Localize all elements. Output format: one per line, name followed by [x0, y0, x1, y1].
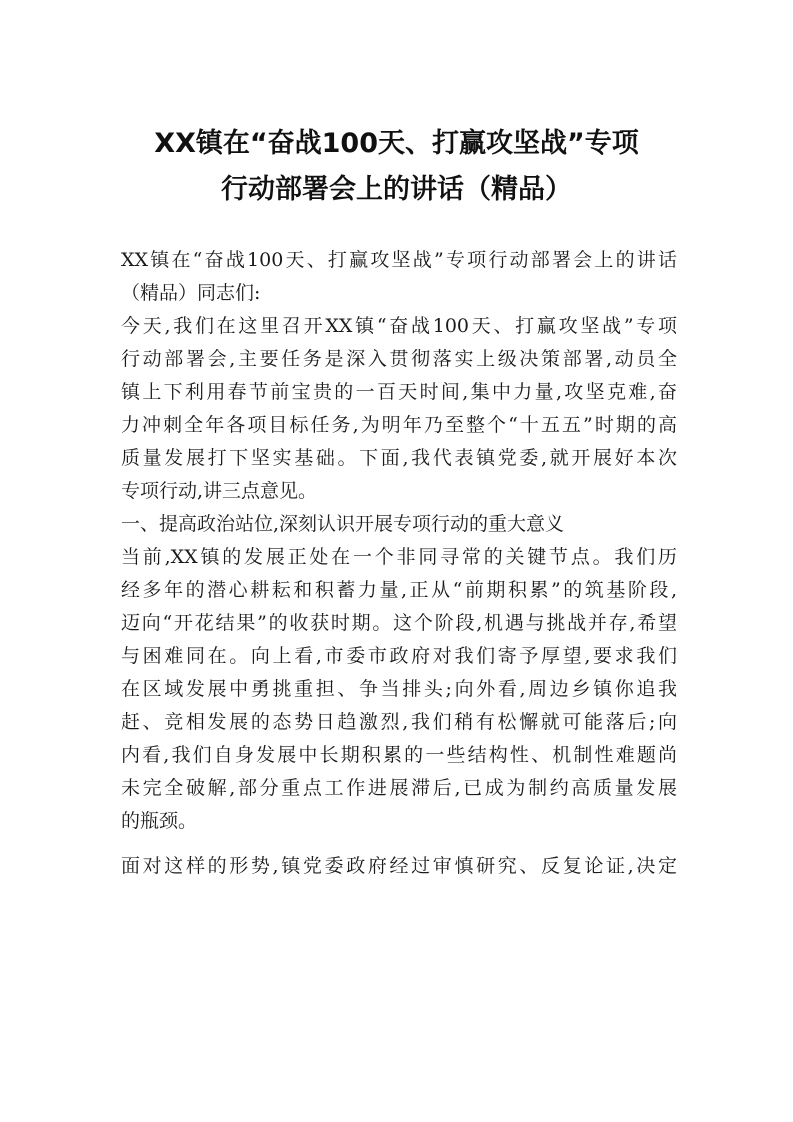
- document-title-line-1: XX镇在“奋战100天、打赢攻坚战”专项: [154, 128, 639, 159]
- body-line: 面对这样的形势,镇党委政府经过审慎研究、反复论证,决定: [121, 855, 677, 877]
- body-line: 镇上下利用春节前宝贵的一百天时间,集中力量,攻坚克难,奋: [121, 381, 677, 403]
- body-line: （精品）同志们:: [121, 282, 261, 304]
- body-line: 赶、竞相发展的态势日趋激烈,我们稍有松懈就可能落后;向: [121, 711, 677, 733]
- body-line: 的瓶颈。: [121, 810, 198, 832]
- document-title-line-2: 行动部署会上的讲话（精品）: [221, 174, 572, 205]
- body-line: 今天,我们在这里召开XX镇“奋战100天、打赢攻坚战”专项: [121, 315, 677, 337]
- body-line: 行动部署会,主要任务是深入贯彻落实上级决策部署,动员全: [121, 348, 677, 370]
- body-line: 专项行动,讲三点意见。: [121, 480, 318, 502]
- section-heading: 一、提高政治站位,深刻认识开展专项行动的重大意义: [121, 513, 565, 535]
- body-line: 当前,XX镇的发展正处在一个非同寻常的关键节点。我们历: [121, 546, 677, 568]
- body-line: 未完全破解,部分重点工作进展滞后,已成为制约高质量发展: [121, 777, 677, 799]
- body-line: 质量发展打下坚实基础。下面,我代表镇党委,就开展好本次: [121, 447, 677, 469]
- body-line: 内看,我们自身发展中长期积累的一些结构性、机制性难题尚: [121, 744, 677, 766]
- body-line: 力冲刺全年各项目标任务,为明年乃至整个“十五五”时期的高: [121, 414, 677, 436]
- body-line: XX镇在“奋战100天、打赢攻坚战”专项行动部署会上的讲话: [121, 249, 677, 271]
- document-body: [121, 247, 677, 886]
- body-line: 与困难同在。向上看,市委市政府对我们寄予厚望,要求我们: [121, 645, 677, 667]
- body-line: 经多年的潜心耕耘和积蓄力量,正从“前期积累”的筑基阶段,: [121, 579, 677, 601]
- body-line: 迈向“开花结果”的收获时期。这个阶段,机遇与挑战并存,希望: [121, 612, 677, 634]
- body-line: 在区域发展中勇挑重担、争当排头;向外看,周边乡镇你追我: [121, 678, 677, 700]
